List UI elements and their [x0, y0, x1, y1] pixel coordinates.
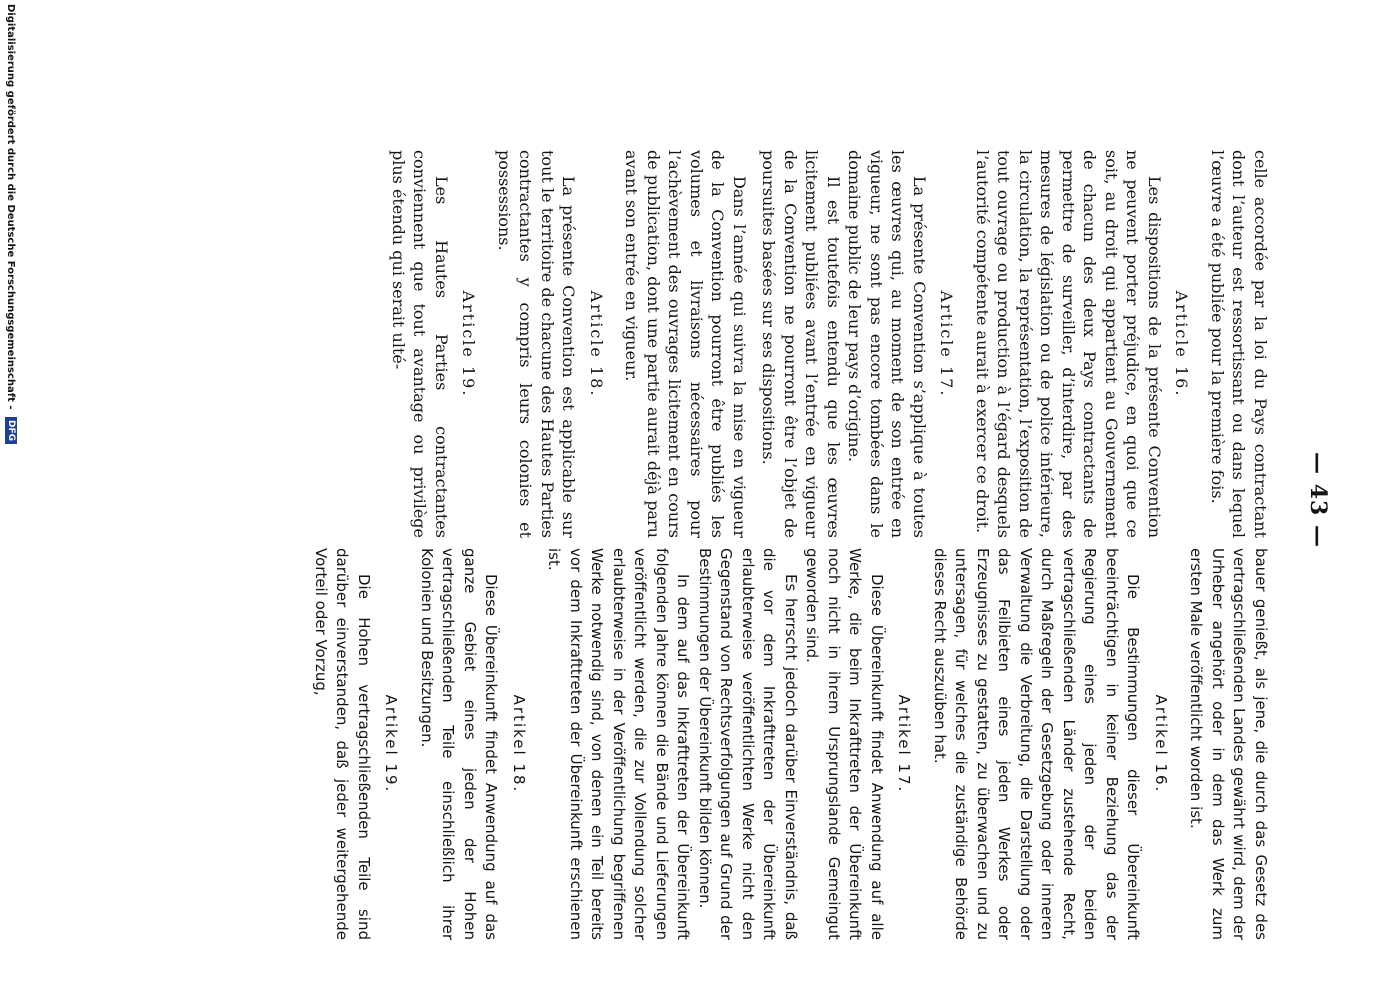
german-article-19-heading: Artikel 19.: [382, 694, 401, 794]
german-carryover-paragraph: bauer genießt, als jene, die durch das Gesetz des vertragschließenden Landes gewährt wird, dem der Urheber angehört oder in dem das Werk zum ersten Male veröffentlicht worden ist.: [1187, 548, 1270, 940]
german-article-18-heading: Artikel 18.: [510, 694, 528, 794]
dfg-logo: DFG: [5, 417, 17, 444]
french-article-17-heading: Article 17.: [937, 290, 957, 398]
french-article-17-para-3: Dans l’année qui suivra la mise en vigueur de la Convention pourront être publiés les volumes et livraisons nécessaires pour l’achèvement des ouvrages licitement en cours de publication, dont une partie aurait déjà paru avant son entrée en vigueur.: [622, 150, 749, 538]
french-article-18-text: La présente Convention est applicable sur tout le territoire de chacune des Hautes Parties contractantes y compris leurs colonies et possessions.: [495, 150, 579, 538]
page-number: — 43 —: [1305, 452, 1331, 548]
french-article-17-para-1: La présente Convention s’applique à toutes les œuvres qui, au moment de son entrée en vigueur, ne sont pas encore tombées dans le domaine public de leur pays d’origine.: [845, 150, 929, 538]
german-article-16-heading: Artikel 16.: [1152, 694, 1170, 794]
german-article-17-para-1: Diese Übereinkunft findet Anwendung auf alle Werke, die beim Inkrafttreten der Übereinkunft noch nicht in ihrem Ursprungslande Gemeingut geworden sind.: [803, 548, 886, 940]
digitization-footer: [3, 0, 17, 1004]
french-article-16-heading: Article 16.: [1172, 290, 1192, 398]
french-article-19-text: Les Hautes Parties contractantes conviennent que tout avantage ou privilège plus étendu qui serait ulté-: [389, 150, 451, 538]
french-article-17-para-2: Il est toutefois entendu que les œuvres licitement publiées avant l’entrée en vigueur de la Convention ne pourront être l’objet de poursuites basées sur ses dispositions.: [759, 150, 843, 538]
german-article-17-heading: Artikel 17.: [895, 694, 914, 794]
german-article-19-text: Die Hohen vertragschließenden Teile sind darüber einverstanden, daß jeder weitergehende Vorteil oder Vorzug,: [312, 548, 373, 940]
german-article-17-para-3: In dem auf das Inkrafttreten der Übereinkunft folgenden Jahre können die Bände und Lieferungen veröffentlicht werden, die zur Vollendung solcher erlaubterweise in der Veröffentlichung begriffenen Werke notwendig sind, von denen ein Teil bereits vor dem Inkrafttreten der Übereinkunft erschienen ist.: [545, 548, 693, 940]
german-column: [310, 548, 1272, 940]
french-carryover-paragraph: celle accordée par la loi du Pays contractant dont l’auteur est ressortissant ou dans lequel l’œuvre a été publiée pour la première fois.: [1208, 150, 1270, 538]
footer-text: Digitalisierung gefördert durch die Deutsche Forschungsgemeinschaft -: [5, 4, 16, 410]
french-article-16-text: Les dispositions de la présente Convention ne peuvent porter préjudice, en quoi que ce soit, au droit qui appartient au Gouvernement de chacun des deux Pays contractants de permettre de surveiller, d’interdire, par des mesures de législation ou de police intérieure, la circulation, la représentation, l’exposition de tout ouvrage ou production à l’égard desquels l’autorité compétente aurait à exercer ce droit.: [973, 150, 1164, 538]
french-column: [388, 150, 1272, 538]
french-article-18-heading: Article 18.: [587, 290, 606, 398]
german-article-17-para-2: Es herrscht jedoch darüber Einverständnis, daß die vor dem Inkrafttreten der Übereinkunft erlaubterweise veröffentlichten Werke nicht den Gegenstand von Rechtsverfolgungen auf Grund der Bestimmungen der Übereinkunft bilden können.: [696, 548, 800, 940]
german-article-18-text: Diese Übereinkunft findet Anwendung auf das ganze Gebiet eines jeden der Hohen vertragschließenden Teile einschließlich ihrer Kolonien und Besitzungen.: [418, 548, 501, 940]
german-article-16-text: Die Bestimmungen dieser Übereinkunft beeinträchtigen in keiner Beziehung das der Regierung eines jeden der beiden vertragschließenden Länder zustehende Recht, durch Maßregeln der Gesetzgebung oder inneren Verwaltung die Verbreitung, die Darstellung oder das Feilbieten eines jeden Werkes oder Erzeugnisses zu gestatten, zu überwachen und zu untersagen, für welches die zuständige Behörde dieses Recht auszuüben hat.: [931, 548, 1143, 940]
french-article-19-heading: Article 19.: [459, 290, 479, 398]
